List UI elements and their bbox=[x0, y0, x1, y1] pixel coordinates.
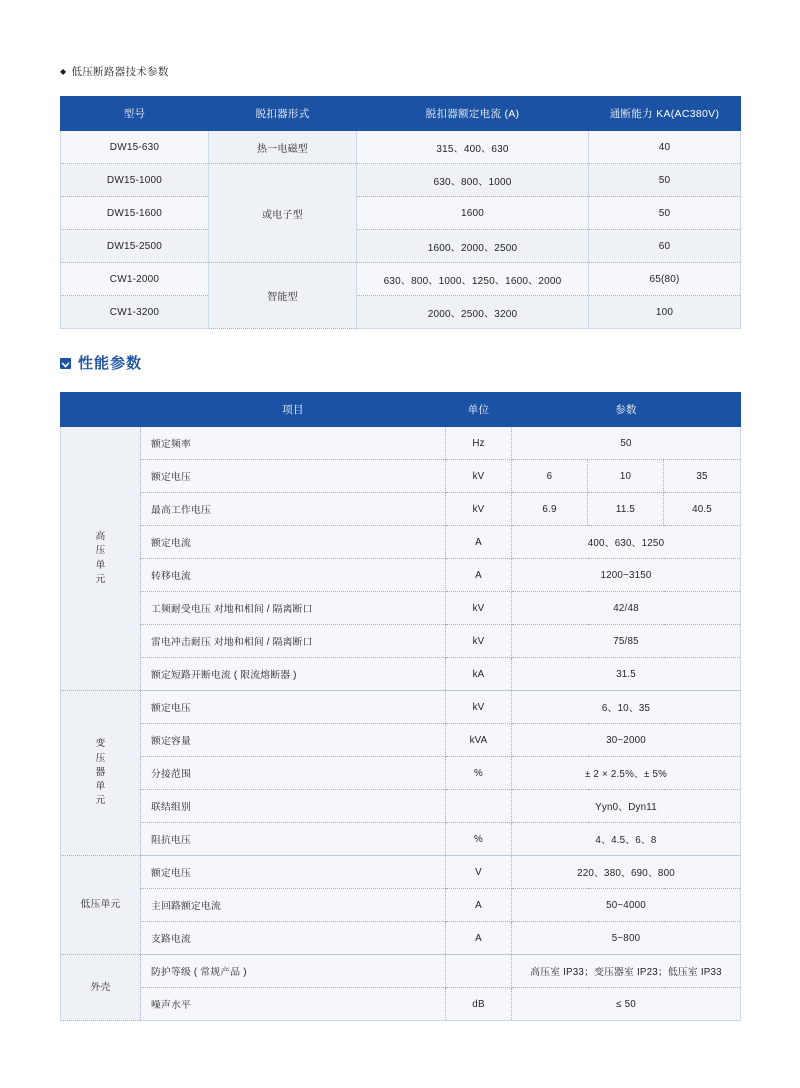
cell-value: 50 bbox=[512, 427, 741, 460]
cell-value: 31.5 bbox=[512, 658, 741, 691]
cell-unit: dB bbox=[446, 988, 512, 1021]
cell-item: 阻抗电压 bbox=[141, 823, 446, 856]
cell-item: 最高工作电压 bbox=[141, 493, 446, 526]
cell-unit: A bbox=[446, 559, 512, 592]
table-row bbox=[61, 230, 741, 263]
cell-value: 75/85 bbox=[512, 625, 741, 658]
table-row bbox=[61, 955, 741, 988]
cell-item: 支路电流 bbox=[141, 922, 446, 955]
col-header-parameter: 参数 bbox=[512, 393, 741, 427]
col-header-item: 项目 bbox=[141, 393, 446, 427]
check-square-icon bbox=[60, 358, 71, 369]
cell-item: 联结组别 bbox=[141, 790, 446, 823]
cell-item: 额定电压 bbox=[141, 856, 446, 889]
cell-group-transformer: 变 压 器 单 元 bbox=[61, 691, 141, 856]
col-header-unit: 单位 bbox=[446, 393, 512, 427]
cell-value: 5~800 bbox=[512, 922, 741, 955]
cell-value: 400、630、1250 bbox=[512, 526, 741, 559]
cell-item: 防护等级 ( 常规产品 ) bbox=[141, 955, 446, 988]
cell-rated-current: 630、800、1000、1250、1600、2000 bbox=[357, 263, 589, 296]
diamond-bullet-icon: ◆ bbox=[60, 67, 67, 76]
cell-rated-current: 2000、2500、3200 bbox=[357, 296, 589, 329]
cell-model: CW1-2000 bbox=[61, 263, 209, 296]
cell-value: 6 bbox=[512, 460, 588, 493]
cell-value: 220、380、690、800 bbox=[512, 856, 741, 889]
cell-breaking-capacity: 65(80) bbox=[589, 263, 741, 296]
cell-item: 分接范围 bbox=[141, 757, 446, 790]
performance-parameters-table bbox=[60, 392, 741, 1021]
cell-value: 42/48 bbox=[512, 592, 741, 625]
cell-unit: A bbox=[446, 889, 512, 922]
col-header-trip-type: 脱扣器形式 bbox=[209, 97, 357, 131]
table-row bbox=[61, 691, 741, 724]
cell-rated-current: 1600、2000、2500 bbox=[357, 230, 589, 263]
cell-group-lv: 低压单元 bbox=[61, 856, 141, 955]
cell-value: 30~2000 bbox=[512, 724, 741, 757]
table-row bbox=[61, 625, 741, 658]
cell-item: 噪声水平 bbox=[141, 988, 446, 1021]
table-row bbox=[61, 658, 741, 691]
section1-heading bbox=[60, 64, 169, 79]
cell-breaking-capacity: 50 bbox=[589, 164, 741, 197]
cell-item: 工频耐受电压 对地和相间 / 隔离断口 bbox=[141, 592, 446, 625]
table-row bbox=[61, 263, 741, 296]
table-row bbox=[61, 856, 741, 889]
cell-item: 雷电冲击耐压 对地和相间 / 隔离断口 bbox=[141, 625, 446, 658]
cell-unit: kV bbox=[446, 691, 512, 724]
cell-value: 50~4000 bbox=[512, 889, 741, 922]
cell-item: 转移电流 bbox=[141, 559, 446, 592]
table-row bbox=[61, 296, 741, 329]
cell-item: 额定容量 bbox=[141, 724, 446, 757]
cell-rated-current: 315、400、630 bbox=[357, 131, 589, 164]
lv-breaker-table bbox=[60, 96, 741, 329]
cell-group-hv: 高 压 单 元 bbox=[61, 427, 141, 691]
cell-value: 6、10、35 bbox=[512, 691, 741, 724]
cell-unit: kV bbox=[446, 460, 512, 493]
cell-value: ± 2 × 2.5%、± 5% bbox=[512, 757, 741, 790]
cell-value: ≤ 50 bbox=[512, 988, 741, 1021]
col-header-rated-current: 脱扣器额定电流 (A) bbox=[357, 97, 589, 131]
cell-item: 额定短路开断电流 ( 限流熔断器 ) bbox=[141, 658, 446, 691]
cell-item: 主回路额定电流 bbox=[141, 889, 446, 922]
table-row bbox=[61, 164, 741, 197]
table-row bbox=[61, 197, 741, 230]
cell-model: DW15-630 bbox=[61, 131, 209, 164]
col-header-model: 型号 bbox=[61, 97, 209, 131]
cell-value: 11.5 bbox=[588, 493, 664, 526]
cell-item: 额定电流 bbox=[141, 526, 446, 559]
cell-model: CW1-3200 bbox=[61, 296, 209, 329]
cell-value: 10 bbox=[588, 460, 664, 493]
col-header-breaking-capacity: 通断能力 KA(AC380V) bbox=[589, 97, 741, 131]
cell-value: 35 bbox=[664, 460, 741, 493]
cell-unit: % bbox=[446, 757, 512, 790]
cell-unit: kV bbox=[446, 625, 512, 658]
cell-breaking-capacity: 50 bbox=[589, 197, 741, 230]
cell-unit bbox=[446, 790, 512, 823]
table-row bbox=[61, 922, 741, 955]
cell-trip-type: 热一电磁型 bbox=[209, 131, 357, 164]
cell-group-enclosure: 外壳 bbox=[61, 955, 141, 1021]
table-row bbox=[61, 790, 741, 823]
cell-unit: kV bbox=[446, 493, 512, 526]
cell-breaking-capacity: 100 bbox=[589, 296, 741, 329]
cell-unit: A bbox=[446, 526, 512, 559]
table-row bbox=[61, 724, 741, 757]
cell-unit: kA bbox=[446, 658, 512, 691]
col-header-group bbox=[61, 393, 141, 427]
table-row bbox=[61, 493, 741, 526]
table-row bbox=[61, 460, 741, 493]
table-row bbox=[61, 988, 741, 1021]
table-row bbox=[61, 131, 741, 164]
cell-unit: kVA bbox=[446, 724, 512, 757]
table-row bbox=[61, 592, 741, 625]
cell-value: 6.9 bbox=[512, 493, 588, 526]
cell-rated-current: 1600 bbox=[357, 197, 589, 230]
section2-heading bbox=[60, 352, 142, 373]
table-row bbox=[61, 757, 741, 790]
table-row bbox=[61, 559, 741, 592]
section1-heading-text: 低压断路器技术参数 bbox=[71, 66, 169, 78]
table-header-row bbox=[61, 97, 741, 131]
table-row bbox=[61, 427, 741, 460]
cell-unit: V bbox=[446, 856, 512, 889]
cell-trip-type: 智能型 bbox=[209, 263, 357, 329]
cell-model: DW15-2500 bbox=[61, 230, 209, 263]
table-header-row bbox=[61, 393, 741, 427]
cell-model: DW15-1000 bbox=[61, 164, 209, 197]
cell-unit: % bbox=[446, 823, 512, 856]
cell-item: 额定电压 bbox=[141, 460, 446, 493]
section2-heading-text: 性能参数 bbox=[78, 355, 143, 372]
cell-item: 额定频率 bbox=[141, 427, 446, 460]
cell-value: 高压室 IP33；变压器室 IP23；低压室 IP33 bbox=[512, 955, 741, 988]
cell-unit bbox=[446, 955, 512, 988]
cell-item: 额定电压 bbox=[141, 691, 446, 724]
table-row bbox=[61, 889, 741, 922]
cell-value: 40.5 bbox=[664, 493, 741, 526]
table-row bbox=[61, 823, 741, 856]
table-row bbox=[61, 526, 741, 559]
cell-rated-current: 630、800、1000 bbox=[357, 164, 589, 197]
cell-unit: Hz bbox=[446, 427, 512, 460]
cell-trip-type: 或电子型 bbox=[209, 164, 357, 263]
cell-unit: kV bbox=[446, 592, 512, 625]
cell-breaking-capacity: 60 bbox=[589, 230, 741, 263]
cell-value: Yyn0、Dyn11 bbox=[512, 790, 741, 823]
cell-breaking-capacity: 40 bbox=[589, 131, 741, 164]
cell-value: 4、4.5、6、8 bbox=[512, 823, 741, 856]
cell-value: 1200~3150 bbox=[512, 559, 741, 592]
cell-unit: A bbox=[446, 922, 512, 955]
cell-model: DW15-1600 bbox=[61, 197, 209, 230]
